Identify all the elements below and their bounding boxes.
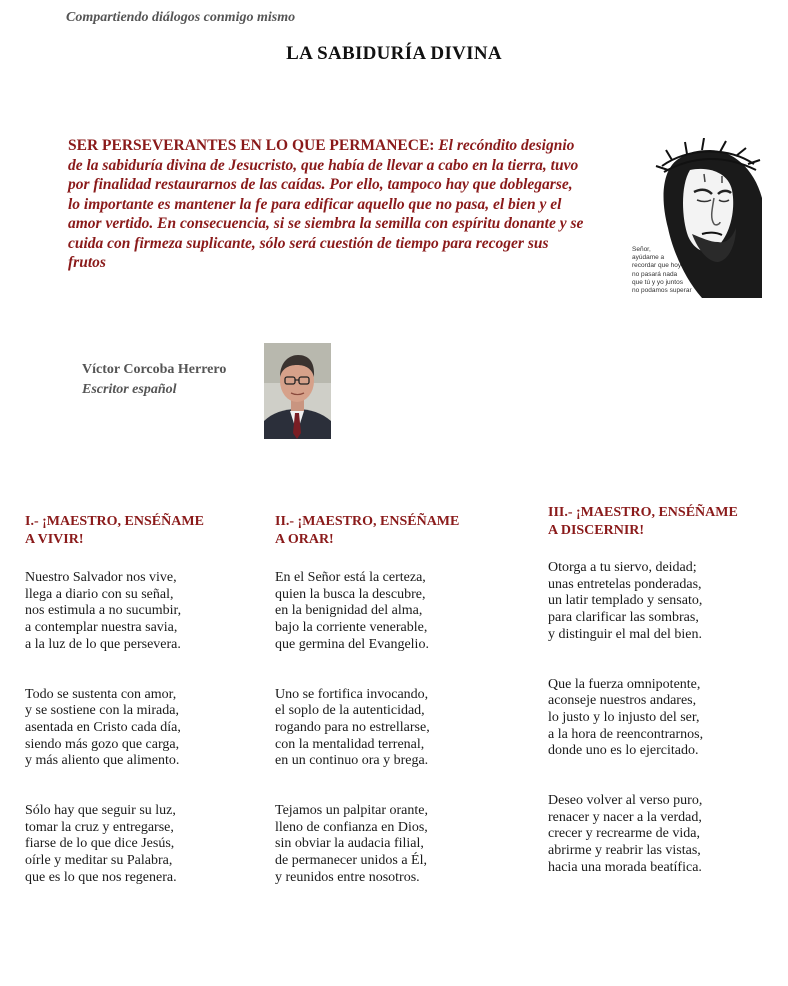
intro-lead: SER PERSEVERANTES EN LO QUE PERMANECE:: [68, 137, 435, 154]
verse-line: y reunidos entre nosotros.: [275, 869, 420, 885]
stanza: [275, 687, 515, 771]
section-heading: [275, 513, 515, 549]
image-caption-line: no podamos superar: [632, 287, 692, 295]
stanza: [548, 677, 788, 761]
verse-line: nos estimula a no sucumbir,: [25, 603, 182, 619]
page-title: LA SABIDURÍA DIVINA: [286, 43, 502, 64]
stanza: [548, 793, 788, 877]
stanza: [25, 803, 265, 887]
section-2: [275, 513, 515, 887]
series-title: Compartiendo diálogos conmigo mismo: [66, 10, 296, 25]
verse-line: Uno se fortifica invocando,: [275, 686, 429, 702]
verse-line: bajo la corriente venerable,: [275, 620, 428, 636]
verse-line: llega a diario con su señal,: [25, 586, 174, 602]
verse-line: renacer y nacer a la verdad,: [548, 809, 702, 825]
image-caption-line: que tú y yo juntos: [632, 278, 683, 286]
verse-line: siendo más gozo que carga,: [25, 736, 180, 752]
intro-paragraph: [68, 136, 588, 273]
verse-line: Deseo volver al verso puro,: [548, 793, 703, 809]
section-heading-line: III.- ¡MAESTRO, ENSÉÑAME: [548, 505, 738, 520]
verse-line: hacia una morada beatífica.: [548, 859, 702, 875]
author-name: Víctor Corcoba Herrero: [82, 362, 227, 377]
stanza: [25, 570, 265, 654]
image-caption-line: no pasará nada: [632, 270, 678, 278]
verse-line: sin obviar la audacia filial,: [275, 836, 424, 852]
verse-line: en un continuo ora y brega.: [275, 753, 429, 769]
image-caption: [632, 246, 712, 295]
verse-line: a la hora de reencontrarnos,: [548, 726, 704, 742]
verse-line: rogando para no estrellarse,: [275, 719, 430, 735]
author-role: Escritor español: [82, 382, 177, 397]
image-caption-line: recordar que hoy: [632, 262, 682, 270]
stanza: [275, 803, 515, 887]
section-heading-line: A ORAR!: [275, 532, 334, 547]
verse-line: lleno de confianza en Dios,: [275, 819, 428, 835]
verse-line: Nuestro Salvador nos vive,: [25, 570, 177, 585]
section-heading-line: A DISCERNIR!: [548, 523, 645, 538]
verse-line: un latir templado y sensato,: [548, 593, 703, 609]
verse-line: con la mentalidad terrenal,: [275, 736, 425, 752]
verse-line: fiarse de lo que dice Jesús,: [25, 836, 175, 852]
stanza: [25, 687, 265, 771]
verse-line: que es lo que nos regenera.: [25, 869, 177, 885]
image-caption-line: Señor,: [632, 246, 651, 253]
section-heading: [548, 504, 788, 540]
author-photo: [264, 343, 331, 439]
verse-line: para clarificar las sombras,: [548, 610, 699, 626]
verse-line: En el Señor está la certeza,: [275, 570, 426, 585]
verse-line: y más aliento que alimento.: [25, 753, 180, 769]
intro-text: El recóndito designio de la sabiduría divina de Jesucristo, que había de llevar a cabo en la tierra, tuvo por finalidad restaurarnos de las caídas. Por ello, tampoco hay que doblegarse, lo importante es mantener la fe para edificar aquello que no pasa, el bien y el amor vertido. En consecuencia, si se siembra la semilla con espíritu donante y se cuida con firmeza suplicante, sólo será cuestión de tiempo para recoger sus frutos: [68, 137, 584, 271]
verse-line: aconseje nuestros andares,: [548, 693, 697, 709]
verse-line: en la benignidad del alma,: [275, 603, 423, 619]
section-1: [25, 513, 265, 887]
verse-line: Que la fuerza omnipotente,: [548, 676, 701, 692]
verse-line: unas entretelas ponderadas,: [548, 576, 702, 592]
verse-line: a la luz de lo que persevera.: [25, 636, 181, 652]
verse-line: Otorga a tu siervo, deidad;: [548, 560, 697, 575]
verse-line: a contemplar nuestra savia,: [25, 620, 178, 636]
stanza: [548, 560, 788, 644]
verse-line: que germina del Evangelio.: [275, 636, 429, 652]
verse-line: asentada en Cristo cada día,: [25, 719, 181, 735]
verse-line: Sólo hay que seguir su luz,: [25, 803, 176, 819]
verse-line: crecer y recrearme de vida,: [548, 826, 700, 842]
verse-line: y se sostiene con la mirada,: [25, 703, 179, 719]
section-heading: [25, 513, 265, 549]
verse-line: oírle y meditar su Palabra,: [25, 853, 173, 869]
verse-line: tomar la cruz y entregarse,: [25, 819, 174, 835]
verse-line: quien la busca la descubre,: [275, 586, 426, 602]
verse-line: de permanecer unidos a Él,: [275, 853, 427, 869]
verse-line: donde uno es lo ejercitado.: [548, 743, 699, 759]
verse-line: y distinguir el mal del bien.: [548, 626, 702, 642]
section-heading-line: I.- ¡MAESTRO, ENSÉÑAME: [25, 514, 204, 529]
verse-line: el soplo de la autenticidad,: [275, 703, 425, 719]
verse-line: Tejamos un palpitar orante,: [275, 803, 428, 819]
verse-line: Todo se sustenta con amor,: [25, 686, 177, 702]
section-3: [548, 504, 788, 877]
verse-line: lo justo y lo injusto del ser,: [548, 709, 700, 725]
image-caption-line: ayúdame a: [632, 254, 665, 262]
stanza: [275, 570, 515, 654]
section-heading-line: A VIVIR!: [25, 532, 84, 547]
section-heading-line: II.- ¡MAESTRO, ENSÉÑAME: [275, 514, 460, 529]
verse-line: abrirme y reabrir las vistas,: [548, 843, 701, 859]
